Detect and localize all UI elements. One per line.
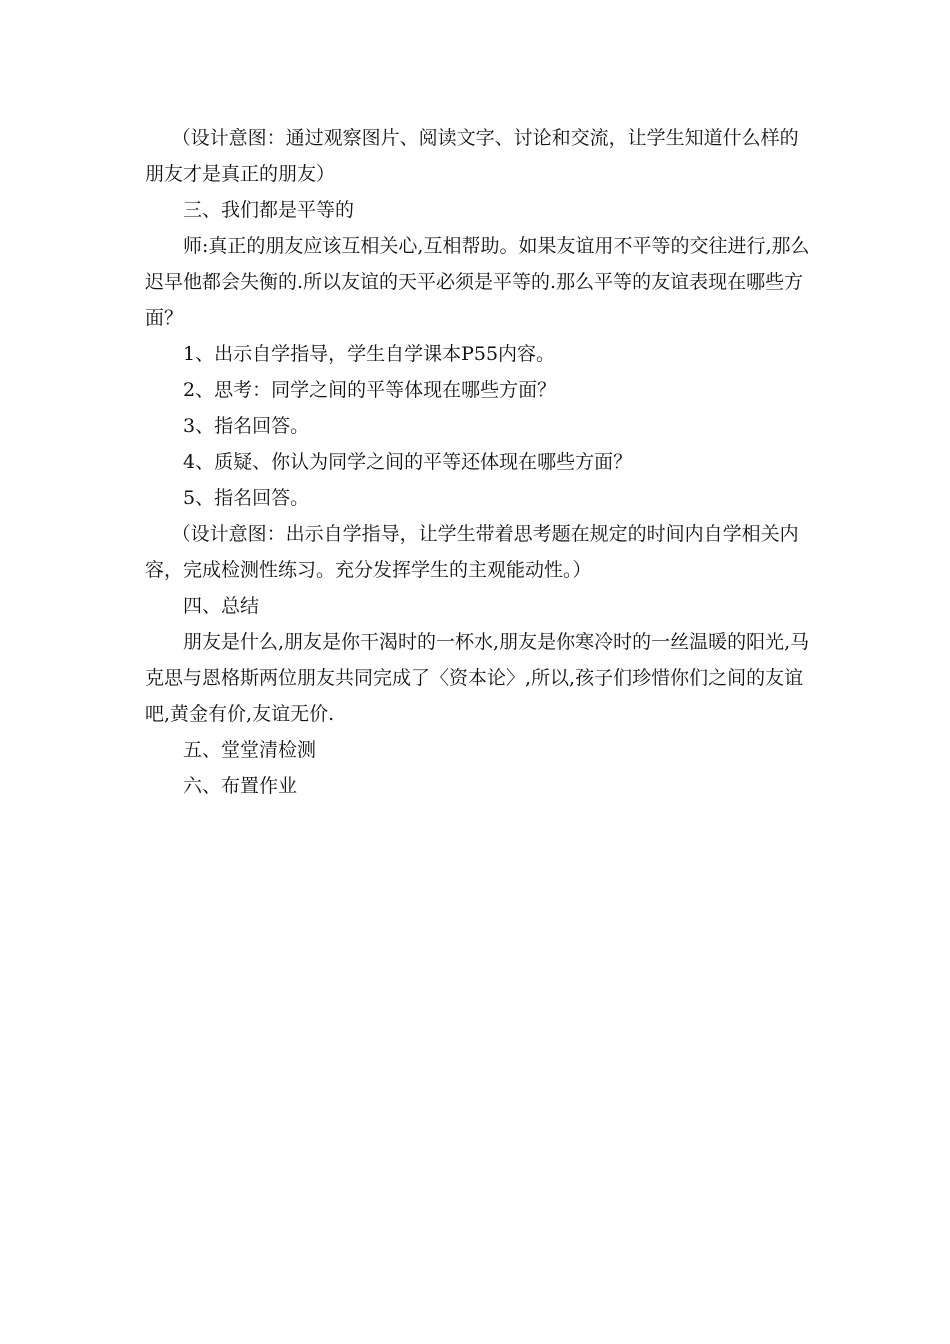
document-body — [145, 120, 815, 804]
list-item: 4、质疑、你认为同学之间的平等还体现在哪些方面？ — [183, 451, 633, 473]
section-heading-equality: 三、我们都是平等的 — [183, 199, 355, 221]
list-item: 3、指名回答。 — [183, 415, 310, 437]
section-heading-check: 五、堂堂清检测 — [183, 739, 317, 761]
design-intent-note: （设计意图：通过观察图片、阅读文字、讨论和交流，让学生知道什么样的朋友才是真正的朋友） — [145, 127, 799, 185]
section-heading-homework: 六、布置作业 — [183, 775, 298, 797]
list-item: 2、思考：同学之间的平等体现在哪些方面？ — [183, 379, 557, 401]
teacher-statement: 师:真正的朋友应该互相关心,互相帮助。如果友谊用不平等的交往进行,那么迟早他都会失衡的.所以友谊的天平必须是平等的.那么平等的友谊表现在哪些方面？ — [145, 235, 810, 329]
design-intent-note: （设计意图：出示自学指导，让学生带着思考题在规定的时间内自学相关内容，完成检测性练习。充分发挥学生的主观能动性。） — [145, 523, 799, 581]
list-item: 1、出示自学指导，学生自学课本P55内容。 — [183, 343, 556, 365]
section-heading-summary: 四、总结 — [183, 595, 260, 617]
summary-paragraph: 朋友是什么,朋友是你干渴时的一杯水,朋友是你寒冷时的一丝温暖的阳光,马克思与恩格斯两位朋友共同完成了〈资本论〉,所以,孩子们珍惜你们之间的友谊吧,黄金有价,友谊无价. — [145, 631, 810, 725]
list-item: 5、指名回答。 — [183, 487, 310, 509]
